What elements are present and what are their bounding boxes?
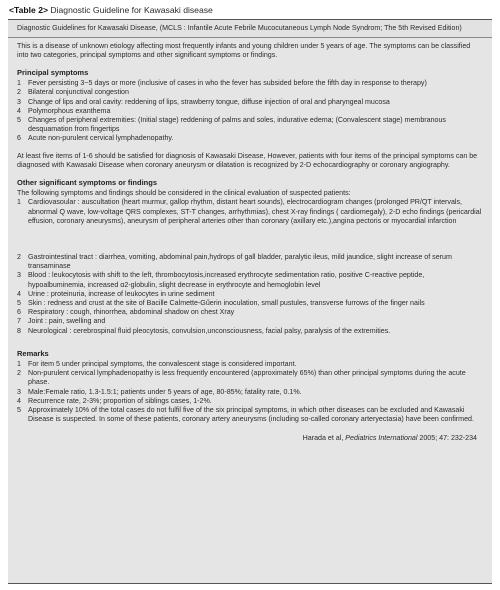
item-number: 4 [17, 289, 21, 298]
item-text: Skin : redness and crust at the site of Bacille Calmette-Gűerin inoculation, small pustules, transverse furrows of the finger nails [28, 299, 425, 308]
list-item [17, 317, 483, 326]
item-number: 5 [17, 406, 21, 415]
item-text: Blood : leukocytosis with shift to the left, thrombocytosis,increased erythrocyte sedimentation ratio, positive C-reactive peptide, hypoalbuminemia, increased α2-globulin, slight decrease in erythrocyte and hemoglobin level [28, 271, 425, 289]
list-item [17, 299, 483, 308]
item-text: Gastrointestinal tract : diarrhea, vomiting, abdominal pain,hydrops of gall bladder, paralytic ileus, mild jaundice, slight increase of serum transaminase [28, 253, 452, 271]
table-caption [9, 5, 213, 16]
list-item [17, 271, 483, 289]
list-item [17, 98, 483, 107]
principal-symptoms-list [17, 79, 483, 143]
source-journal: Pediatrics International [345, 433, 418, 442]
guideline-panel [8, 19, 492, 584]
other-symptoms-intro: The following symptoms and findings should be considered in the clinical evaluation of suspected patients: [17, 189, 351, 198]
table-title: Diagnostic Guideline for Kawasaki disease [50, 5, 213, 15]
list-item [17, 79, 483, 88]
item-number: 4 [17, 396, 21, 405]
item-text: For item 5 under principal symptoms, the convalescent stage is considered important. [28, 360, 297, 369]
source-author: Harada et al [302, 433, 342, 442]
list-item [17, 116, 483, 134]
item-number: 6 [17, 134, 21, 143]
list-item [17, 360, 483, 369]
remarks-heading: Remarks [17, 348, 49, 358]
remarks-list [17, 360, 483, 424]
item-number: 3 [17, 97, 21, 106]
item-number: 1 [17, 198, 21, 207]
other-symptoms-heading: Other significant symptoms or findings [17, 178, 158, 188]
item-text: Changes of peripheral extremities: (Initial stage) reddening of palms and soles, indurative edema; (Convalescent stage) membranous desquamation from fingertips [28, 116, 446, 134]
list-item [17, 253, 483, 271]
table-tag: <Table 2> [9, 5, 49, 15]
item-text: Fever persisting 3~5 days or more (inclusive of cases in who the fever has subsided before the fifth day in response to therapy) [28, 79, 427, 88]
item-text: Bilateral conjunctival congestion [28, 88, 129, 97]
item-text: Respiratory : cough, rhinorrhea, abdominal shadow on chest Xray [28, 308, 235, 317]
item-text: Recurrence rate, 2-3%; proportion of siblings cases, 1-2%. [28, 396, 212, 405]
list-item [17, 198, 483, 226]
list-item [17, 107, 483, 116]
principal-symptoms-heading: Principal symptoms [17, 68, 89, 77]
principal-note: At least five items of 1-6 should be satisfied for diagnosis of Kawasaki Disease, However, patients with four items of the principal symptoms can be diagnosed with Kawasaki Disease when coronary aneurysm or dilatation is recognized by 2-D echocardiography or coronary angiography. [17, 151, 478, 169]
item-number: 2 [17, 369, 21, 378]
list-item [17, 406, 483, 424]
list-item [17, 388, 483, 397]
panel-header: Diagnostic Guidelines for Kawasaki Disease, (MCLS : Infantile Acute Febrile Mucocutaneous Lymph Node Syndrom; The 5th Revised Edition) [8, 20, 492, 38]
item-text: Polymorphous exanthema [28, 106, 111, 115]
item-text: Neurological : cerebrospinal fluid pleocytosis, convulsion,unconsciousness, facial palsy, paralysis of the extremities. [28, 326, 391, 335]
item-number: 5 [17, 299, 21, 308]
source-details: 2005; 47: 232-234 [417, 433, 477, 442]
item-text: Male:Female ratio, 1.3-1.5:1; patients under 5 years of age, 80-85%; fatality rate, 0.1%. [28, 387, 302, 396]
item-number: 5 [17, 116, 21, 125]
item-number: 3 [17, 271, 21, 280]
list-item [17, 327, 483, 336]
list-item [17, 397, 483, 406]
other-symptoms-list-a [17, 198, 483, 226]
item-number: 2 [17, 253, 21, 262]
item-text: Urine : proteinuria, increase of leukocytes in urine sediment [28, 289, 215, 298]
panel-content [8, 38, 492, 443]
item-number: 6 [17, 308, 21, 317]
source-citation: Harada et al, Pediatrics International 2005; 47: 232-234 [302, 433, 477, 442]
item-text: Joint : pain, swelling and [28, 317, 106, 326]
item-text: Cardiovasoular : auscultation (heart murmur, gallop rhythm, distant heart sounds), electrocardiogram changes (prolonged PR/QT intervals, abnormal Q wave, low-voltage QRS complexes, ST-T changes, arrhythmias), chest X-ray findings ( cardiomegaly), 2-D echo findings (pericardial effusion, coronary aneurysms), aneurysm of peripheral arteries other than coronary (axillary etc.),angina pectoris or myocardial infarction [28, 198, 482, 225]
item-text: Non-purulent cervical lymphadenopathy is less frequently encountered (approximately 65%) than other principal symptoms during the acute phase. [28, 369, 466, 387]
item-number: 4 [17, 106, 21, 115]
item-text: Acute non-purulent cervical lymphadenopathy. [28, 134, 174, 143]
list-item [17, 88, 483, 97]
list-item [17, 308, 483, 317]
blank-gap [17, 226, 483, 253]
other-symptoms-list-b [17, 253, 483, 336]
item-text: Change of lips and oral cavity: reddening of lips, strawberry tongue, diffuse injection of oral and pharyngeal mucosa [28, 97, 390, 106]
item-number: 1 [17, 360, 21, 369]
item-number: 8 [17, 326, 21, 335]
item-number: 1 [17, 79, 21, 88]
list-item [17, 369, 483, 387]
item-number: 7 [17, 317, 21, 326]
item-number: 2 [17, 88, 21, 97]
list-item [17, 290, 483, 299]
item-number: 3 [17, 387, 21, 396]
intro-paragraph: This is a disease of unknown etiology affecting most frequently infants and young children under 5 years of age. The symptoms can be classified into two categories, principal symptoms and other significant symptoms or findings. [17, 41, 471, 59]
item-text: Approximately 10% of the total cases do not fulfil five of the six principal symptoms, in which other diseases can be excluded and Kawasaki Disease is suspected. In some of these patients, coronary artery aneurysms (including so-called coronary arteryectasia) have been confirmed. [28, 406, 474, 424]
list-item [17, 134, 483, 143]
